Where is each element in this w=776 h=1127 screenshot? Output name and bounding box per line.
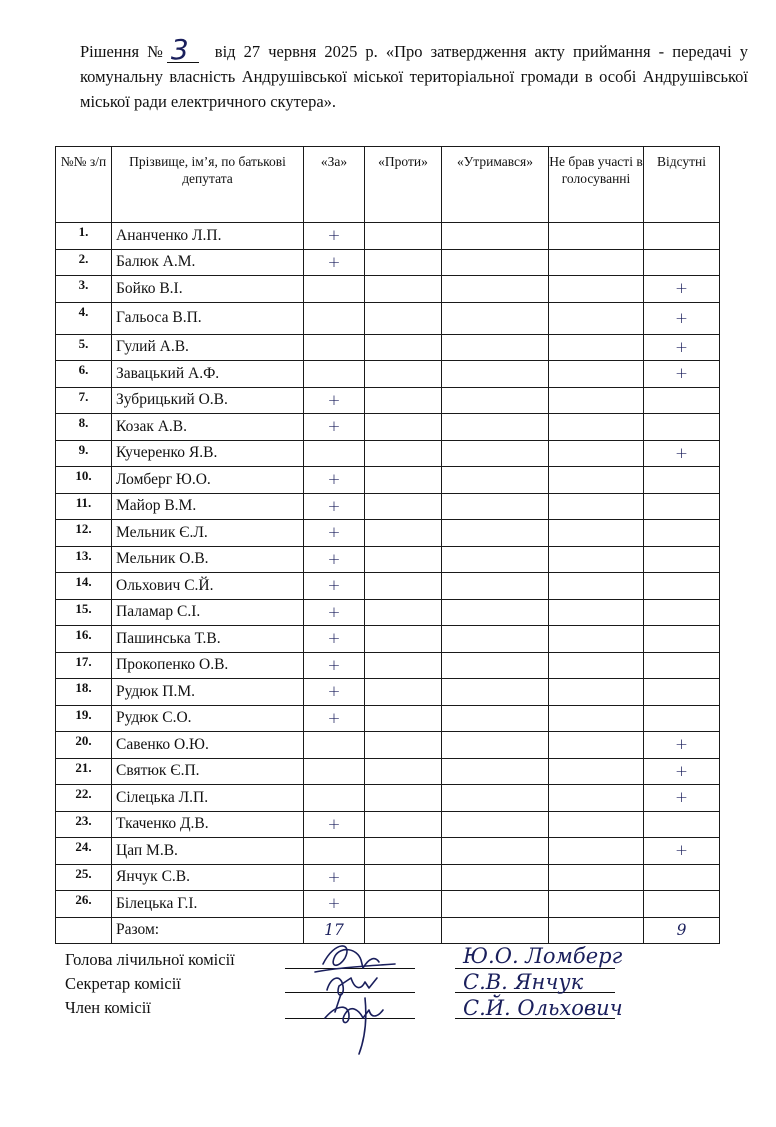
decision-date: від 27 червня 2025 р. <box>214 42 378 61</box>
role-secretary: Секретар комісії <box>65 974 181 993</box>
vote-against-mark <box>365 467 442 494</box>
table-row <box>56 679 720 706</box>
vote-abstained-mark <box>442 334 549 361</box>
header-no: №№ з/п <box>56 147 112 223</box>
vote-not-voted-mark <box>549 414 644 441</box>
row-number: 13. <box>56 546 112 573</box>
deputy-name: Прокопенко О.В. <box>112 652 304 679</box>
table-row <box>56 302 720 334</box>
vote-not-voted-mark <box>549 705 644 732</box>
vote-abstained-mark <box>442 223 549 250</box>
vote-abstained-mark <box>442 546 549 573</box>
vote-for-mark: + <box>304 414 365 441</box>
deputy-name: Мельник О.В. <box>112 546 304 573</box>
absent-mark: + <box>644 361 720 388</box>
table-row <box>56 573 720 600</box>
table-row <box>56 811 720 838</box>
vote-against-mark <box>365 334 442 361</box>
absent-mark <box>644 864 720 891</box>
row-number: 4. <box>56 302 112 334</box>
absent-mark <box>644 249 720 276</box>
vote-not-voted-mark <box>549 573 644 600</box>
absent-mark <box>644 520 720 547</box>
vote-for-mark: + <box>304 705 365 732</box>
absent-mark <box>644 679 720 706</box>
deputy-name: Савенко О.Ю. <box>112 732 304 759</box>
deputy-name: Мельник Є.Л. <box>112 520 304 547</box>
row-number: 8. <box>56 414 112 441</box>
vote-for-mark <box>304 302 365 334</box>
row-number: 3. <box>56 276 112 303</box>
absent-mark <box>644 223 720 250</box>
table-row <box>56 361 720 388</box>
deputy-name: Янчук С.В. <box>112 864 304 891</box>
table-row <box>56 276 720 303</box>
table-row <box>56 546 720 573</box>
vote-not-voted-mark <box>549 361 644 388</box>
vote-not-voted-mark <box>549 864 644 891</box>
decision-number-blank <box>167 33 199 66</box>
vote-against-mark <box>365 493 442 520</box>
decision-prefix: Рішення № <box>80 42 167 61</box>
table-row <box>56 493 720 520</box>
vote-abstained-mark <box>442 361 549 388</box>
vote-not-voted-mark <box>549 276 644 303</box>
row-number: 26. <box>56 891 112 918</box>
table-row <box>56 440 720 467</box>
total-absent: 9 <box>644 917 720 943</box>
deputy-name: Ольхович С.Й. <box>112 573 304 600</box>
absent-mark: + <box>644 276 720 303</box>
table-row <box>56 838 720 865</box>
vote-for-mark <box>304 334 365 361</box>
table-row <box>56 599 720 626</box>
deputy-name: Білецька Г.І. <box>112 891 304 918</box>
table-row <box>56 732 720 759</box>
vote-for-mark <box>304 276 365 303</box>
row-number: 19. <box>56 705 112 732</box>
vote-for-mark <box>304 758 365 785</box>
row-number: 7. <box>56 387 112 414</box>
deputy-name: Гальоса В.П. <box>112 302 304 334</box>
vote-for-mark: + <box>304 493 365 520</box>
absent-mark <box>644 387 720 414</box>
signer-name-secretary: С.В. Янчук <box>463 970 584 994</box>
row-number: 18. <box>56 679 112 706</box>
vote-for-mark: + <box>304 520 365 547</box>
vote-for-mark: + <box>304 626 365 653</box>
vote-for-mark <box>304 440 365 467</box>
row-number: 14. <box>56 573 112 600</box>
deputy-name: Балюк А.М. <box>112 249 304 276</box>
absent-mark <box>644 599 720 626</box>
vote-abstained-mark <box>442 785 549 812</box>
vote-for-mark: + <box>304 223 365 250</box>
vote-against-mark <box>365 705 442 732</box>
vote-against-mark <box>365 838 442 865</box>
vote-against-mark <box>365 573 442 600</box>
role-member: Член комісії <box>65 998 151 1017</box>
table-row <box>56 414 720 441</box>
total-label: Разом: <box>112 917 304 943</box>
vote-against-mark <box>365 652 442 679</box>
vote-abstained-mark <box>442 467 549 494</box>
vote-abstained-mark <box>442 387 549 414</box>
signer-name-chair: Ю.О. Ломберг <box>463 944 623 968</box>
vote-for-mark: + <box>304 679 365 706</box>
role-chair: Голова лічильної комісії <box>65 950 235 969</box>
row-number: 2. <box>56 249 112 276</box>
vote-for-mark: + <box>304 811 365 838</box>
absent-mark: + <box>644 302 720 334</box>
vote-for-mark: + <box>304 249 365 276</box>
vote-not-voted-mark <box>549 520 644 547</box>
header-abstained: «Утримався» <box>442 147 549 223</box>
absent-mark <box>644 573 720 600</box>
signature-block <box>65 946 745 1076</box>
absent-mark <box>644 414 720 441</box>
vote-not-voted-mark <box>549 785 644 812</box>
vote-for-mark <box>304 361 365 388</box>
voting-table <box>55 146 720 944</box>
absent-mark <box>644 546 720 573</box>
vote-not-voted-mark <box>549 223 644 250</box>
total-not-voted <box>549 917 644 943</box>
vote-for-mark: + <box>304 387 365 414</box>
vote-not-voted-mark <box>549 493 644 520</box>
decision-title: «Про затвердження акту приймання - передачі у комунальну власність Андрушівської міської територіальної громади в особі Андрушівської міської ради електричного скутера». <box>80 42 749 111</box>
deputy-name: Сілецька Л.П. <box>112 785 304 812</box>
vote-against-mark <box>365 414 442 441</box>
vote-against-mark <box>365 679 442 706</box>
deputy-name: Пашинська Т.В. <box>112 626 304 653</box>
table-row <box>56 249 720 276</box>
absent-mark: + <box>644 758 720 785</box>
vote-against-mark <box>365 785 442 812</box>
deputy-name: Ананченко Л.П. <box>112 223 304 250</box>
vote-for-mark: + <box>304 599 365 626</box>
vote-against-mark <box>365 387 442 414</box>
vote-against-mark <box>365 626 442 653</box>
vote-against-mark <box>365 440 442 467</box>
vote-not-voted-mark <box>549 891 644 918</box>
vote-abstained-mark <box>442 249 549 276</box>
vote-not-voted-mark <box>549 599 644 626</box>
vote-abstained-mark <box>442 276 549 303</box>
header-absent: Відсутні <box>644 147 720 223</box>
absent-mark: + <box>644 732 720 759</box>
vote-not-voted-mark <box>549 811 644 838</box>
table-header-row <box>56 147 720 223</box>
vote-for-mark <box>304 838 365 865</box>
vote-not-voted-mark <box>549 302 644 334</box>
table-row <box>56 705 720 732</box>
vote-abstained-mark <box>442 652 549 679</box>
absent-mark <box>644 811 720 838</box>
absent-mark: + <box>644 785 720 812</box>
vote-not-voted-mark <box>549 334 644 361</box>
vote-abstained-mark <box>442 626 549 653</box>
vote-against-mark <box>365 249 442 276</box>
row-number: 15. <box>56 599 112 626</box>
deputy-name: Святюк Є.П. <box>112 758 304 785</box>
vote-not-voted-mark <box>549 546 644 573</box>
decision-heading <box>80 33 749 114</box>
vote-against-mark <box>365 599 442 626</box>
header-not-voted: Не брав участі в голосуванні <box>549 147 644 223</box>
deputy-name: Кучеренко Я.В. <box>112 440 304 467</box>
vote-against-mark <box>365 520 442 547</box>
vote-for-mark: + <box>304 573 365 600</box>
vote-abstained-mark <box>442 573 549 600</box>
table-row <box>56 223 720 250</box>
vote-against-mark <box>365 223 442 250</box>
vote-against-mark <box>365 361 442 388</box>
deputy-name: Майор В.М. <box>112 493 304 520</box>
absent-mark: + <box>644 440 720 467</box>
vote-not-voted-mark <box>549 732 644 759</box>
vote-against-mark <box>365 864 442 891</box>
absent-mark <box>644 705 720 732</box>
total-no-cell <box>56 917 112 943</box>
row-number: 20. <box>56 732 112 759</box>
row-number: 25. <box>56 864 112 891</box>
row-number: 22. <box>56 785 112 812</box>
handwritten-signatures <box>305 938 425 1058</box>
deputy-name: Ткаченко Д.В. <box>112 811 304 838</box>
vote-not-voted-mark <box>549 679 644 706</box>
vote-against-mark <box>365 546 442 573</box>
signer-name-member: С.Й. Ольхович <box>463 996 623 1020</box>
row-number: 16. <box>56 626 112 653</box>
vote-for-mark <box>304 785 365 812</box>
row-number: 6. <box>56 361 112 388</box>
vote-against-mark <box>365 811 442 838</box>
decision-number: 3 <box>170 33 189 66</box>
vote-not-voted-mark <box>549 626 644 653</box>
vote-not-voted-mark <box>549 440 644 467</box>
vote-against-mark <box>365 732 442 759</box>
absent-mark <box>644 891 720 918</box>
vote-abstained-mark <box>442 758 549 785</box>
table-row <box>56 864 720 891</box>
row-number: 23. <box>56 811 112 838</box>
vote-not-voted-mark <box>549 652 644 679</box>
deputy-name: Зубрицький О.В. <box>112 387 304 414</box>
vote-abstained-mark <box>442 732 549 759</box>
deputy-name: Рудюк П.М. <box>112 679 304 706</box>
deputy-name: Цап М.В. <box>112 838 304 865</box>
vote-against-mark <box>365 758 442 785</box>
vote-against-mark <box>365 302 442 334</box>
vote-not-voted-mark <box>549 249 644 276</box>
vote-for-mark: + <box>304 546 365 573</box>
deputy-name: Завацький А.Ф. <box>112 361 304 388</box>
total-abstained <box>442 917 549 943</box>
deputy-name: Рудюк С.О. <box>112 705 304 732</box>
vote-for-mark: + <box>304 652 365 679</box>
table-row <box>56 652 720 679</box>
absent-mark <box>644 626 720 653</box>
vote-for-mark: + <box>304 864 365 891</box>
vote-not-voted-mark <box>549 387 644 414</box>
vote-abstained-mark <box>442 705 549 732</box>
deputy-name: Гулий А.В. <box>112 334 304 361</box>
absent-mark <box>644 652 720 679</box>
vote-abstained-mark <box>442 864 549 891</box>
absent-mark <box>644 493 720 520</box>
row-number: 12. <box>56 520 112 547</box>
vote-abstained-mark <box>442 440 549 467</box>
header-name: Прізвище, ім’я, по батькові депутата <box>112 147 304 223</box>
vote-abstained-mark <box>442 414 549 441</box>
absent-mark: + <box>644 334 720 361</box>
row-number: 24. <box>56 838 112 865</box>
deputy-name: Ломберг Ю.О. <box>112 467 304 494</box>
vote-for-mark: + <box>304 891 365 918</box>
header-for: «За» <box>304 147 365 223</box>
row-number: 1. <box>56 223 112 250</box>
absent-mark: + <box>644 838 720 865</box>
table-row <box>56 626 720 653</box>
row-number: 9. <box>56 440 112 467</box>
deputy-name: Козак А.В. <box>112 414 304 441</box>
deputy-name: Паламар С.І. <box>112 599 304 626</box>
table-row <box>56 785 720 812</box>
table-row <box>56 334 720 361</box>
vote-abstained-mark <box>442 838 549 865</box>
absent-mark <box>644 467 720 494</box>
table-row <box>56 520 720 547</box>
row-number: 5. <box>56 334 112 361</box>
vote-against-mark <box>365 891 442 918</box>
vote-abstained-mark <box>442 302 549 334</box>
vote-abstained-mark <box>442 891 549 918</box>
table-row <box>56 891 720 918</box>
table-row <box>56 467 720 494</box>
vote-not-voted-mark <box>549 467 644 494</box>
vote-abstained-mark <box>442 520 549 547</box>
vote-against-mark <box>365 276 442 303</box>
vote-abstained-mark <box>442 493 549 520</box>
row-number: 10. <box>56 467 112 494</box>
vote-abstained-mark <box>442 811 549 838</box>
row-number: 17. <box>56 652 112 679</box>
vote-not-voted-mark <box>549 758 644 785</box>
total-for: 17 <box>304 917 365 943</box>
vote-not-voted-mark <box>549 838 644 865</box>
vote-for-mark: + <box>304 467 365 494</box>
vote-abstained-mark <box>442 599 549 626</box>
table-row <box>56 758 720 785</box>
table-row <box>56 387 720 414</box>
row-number: 21. <box>56 758 112 785</box>
deputy-name: Бойко В.І. <box>112 276 304 303</box>
header-against: «Проти» <box>365 147 442 223</box>
vote-for-mark <box>304 732 365 759</box>
name-line-chair <box>455 968 615 969</box>
row-number: 11. <box>56 493 112 520</box>
vote-abstained-mark <box>442 679 549 706</box>
